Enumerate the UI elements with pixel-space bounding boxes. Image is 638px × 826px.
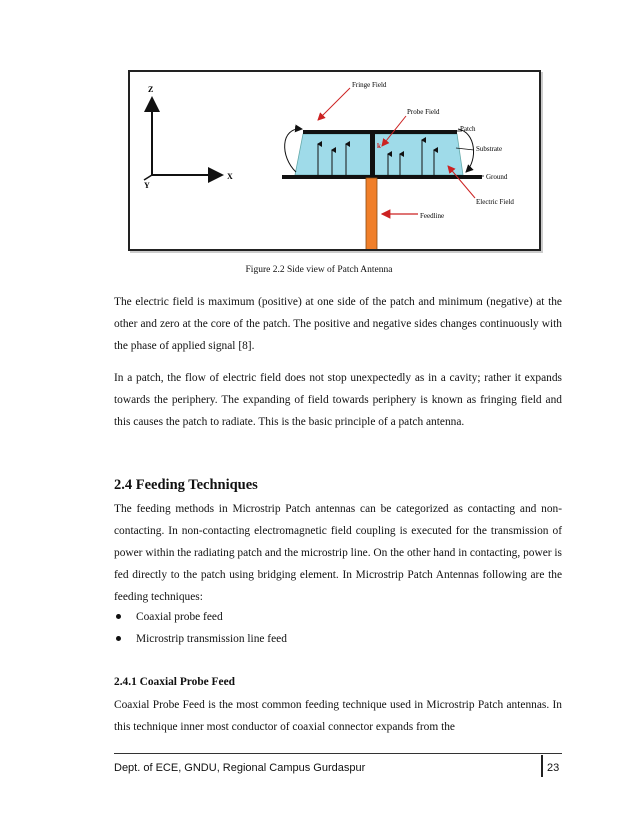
paragraph-electric-field: The electric field is maximum (positive) at one side of the patch and minimum (negative) at the other and zero at the core of the patch. The positive and negative sides changes continuously with the phase of applied signal [8]. (114, 296, 562, 352)
ground-label: Ground (486, 173, 508, 181)
fringe-field-pointer (318, 88, 350, 120)
y-axis-line (144, 175, 152, 180)
fringe-field-label: Fringe Field (352, 81, 387, 89)
electric-field-label: Electric Field (476, 198, 514, 206)
z-axis-label: Z (148, 85, 154, 94)
bullet-icon (116, 636, 121, 641)
k-label: k (377, 142, 381, 150)
x-axis-label: X (227, 172, 233, 181)
ground-plane (282, 175, 482, 179)
probe-conductor (370, 130, 375, 177)
footer-separator (541, 755, 543, 777)
bullet-icon (116, 614, 121, 619)
subsection-heading: 2.4.1 Coaxial Probe Feed (114, 676, 235, 688)
section-heading: 2.4 Feeding Techniques (114, 477, 258, 493)
paragraph-coaxial-probe: Coaxial Probe Feed is the most common feeding technique used in Microstrip Patch antennas. In this technique inner most conductor of coaxial connector expands from the (114, 699, 562, 733)
patch-antenna-diagram (130, 72, 539, 249)
list-item-text: Microstrip transmission line feed (136, 633, 287, 645)
feeding-techniques-list (114, 606, 287, 650)
patch-label: Patch (460, 125, 476, 133)
list-item (114, 606, 287, 628)
footer-divider (114, 753, 562, 754)
footer-department: Dept. of ECE, GNDU, Regional Campus Gurdaspur (114, 762, 366, 774)
probe-field-label: Probe Field (407, 108, 440, 116)
y-axis-label: Y (144, 181, 150, 190)
paragraph-fringing-field: In a patch, the flow of electric field does not stop unexpectedly as in a cavity; rather it expands towards the periphery. The expanding of field towards periphery is known as fringing field and this causes the patch to radiate. This is the basic principle of a patch antenna. (114, 372, 562, 428)
list-item-text: Coaxial probe feed (136, 611, 223, 623)
patch-conductor (303, 130, 457, 134)
substrate-label: Substrate (476, 145, 503, 153)
list-item (114, 628, 287, 650)
paragraph-feeding-methods: The feeding methods in Microstrip Patch antennas can be categorized as contacting and non-contacting. In non-contacting electromagnetic field coupling is executed for the transmission of power within the radiating patch and the microstrip line. On the other hand in contacting, power is fed directly to the patch using bridging element. In Microstrip Patch Antennas following are the feeding techniques: (114, 503, 562, 603)
figure-caption: Figure 2.2 Side view of Patch Antenna (245, 265, 393, 275)
feedline-shape (366, 178, 377, 249)
page-number: 23 (547, 762, 560, 774)
substrate-shape (295, 134, 463, 175)
figure-frame (128, 70, 541, 251)
feedline-label: Feedline (420, 212, 445, 220)
